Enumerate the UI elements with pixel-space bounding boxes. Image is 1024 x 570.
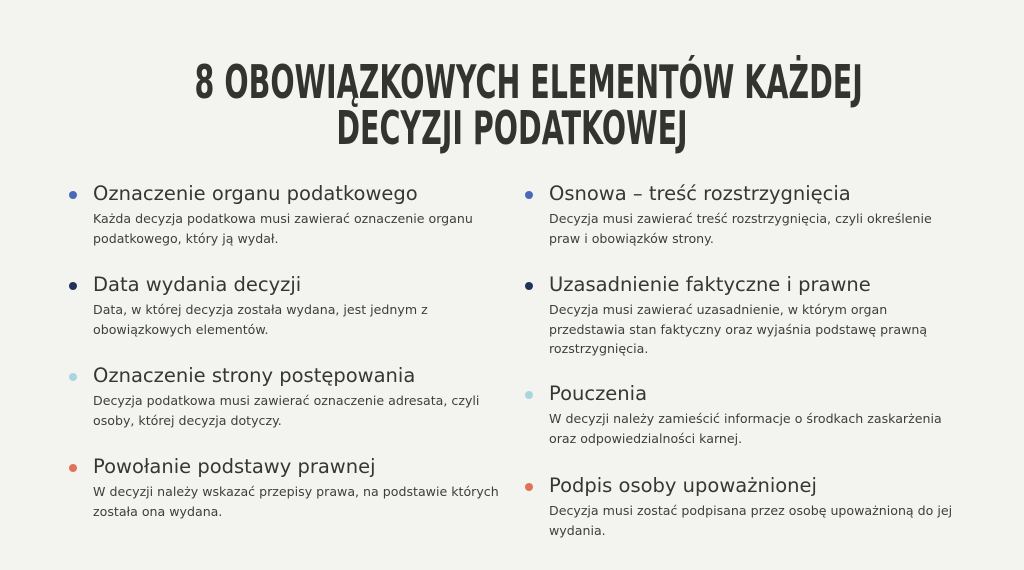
item-title: Oznaczenie strony postępowania — [93, 364, 416, 387]
item-title: Podpis osoby upoważnionej — [549, 474, 817, 497]
bullet-icon — [525, 391, 533, 399]
item-description: W decyzji należy zamieścić informacje o środkach zaskarżenia oraz odpowiedzialności karnej. — [549, 411, 942, 446]
title-line-1: 8 OBOWIĄZKOWYCH ELEMENTÓW KAŻDEJ — [194, 54, 863, 109]
bullet-icon — [69, 191, 77, 199]
item-description: Decyzja musi zawierać treść rozstrzygnięcia, czyli określenie praw i obowiązków strony. — [549, 211, 932, 246]
item-description: Decyzja musi zawierać uzasadnienie, w którym organ przedstawia stan faktyczny oraz wyjaśnia podstawę prawną rozstrzygnięcia. — [549, 302, 928, 356]
bullet-icon — [525, 282, 533, 290]
item-description: Data, w której decyzja została wydana, jest jednym z obowiązkowych elementów. — [93, 302, 428, 337]
bullet-icon — [525, 483, 533, 491]
title-line-2: DECYZJI PODATKOWEJ — [336, 100, 688, 155]
bullet-icon — [69, 373, 77, 381]
item-title: Powołanie podstawy prawnej — [93, 455, 376, 478]
item-description: Decyzja musi zostać podpisana przez osobę upoważnioną do jej wydania. — [549, 503, 953, 538]
page-title — [194, 54, 863, 155]
bullet-icon — [69, 282, 77, 290]
item-title: Oznaczenie organu podatkowego — [93, 182, 418, 205]
item-title: Pouczenia — [549, 382, 648, 405]
bullet-icon — [69, 464, 77, 472]
bullet-icon — [525, 191, 533, 199]
item-title: Data wydania decyzji — [93, 273, 302, 296]
item-description: Decyzja podatkowa musi zawierać oznaczenie adresata, czyli osoby, której decyzja dotyczy. — [93, 393, 480, 428]
item-description: Każda decyzja podatkowa musi zawierać oznaczenie organu podatkowego, który ją wydał. — [93, 211, 473, 246]
item-title: Uzasadnienie faktyczne i prawne — [549, 273, 871, 296]
item-title: Osnowa – treść rozstrzygnięcia — [549, 182, 851, 205]
item-description: W decyzji należy wskazać przepisy prawa, na podstawie których została ona wydana. — [93, 484, 499, 519]
